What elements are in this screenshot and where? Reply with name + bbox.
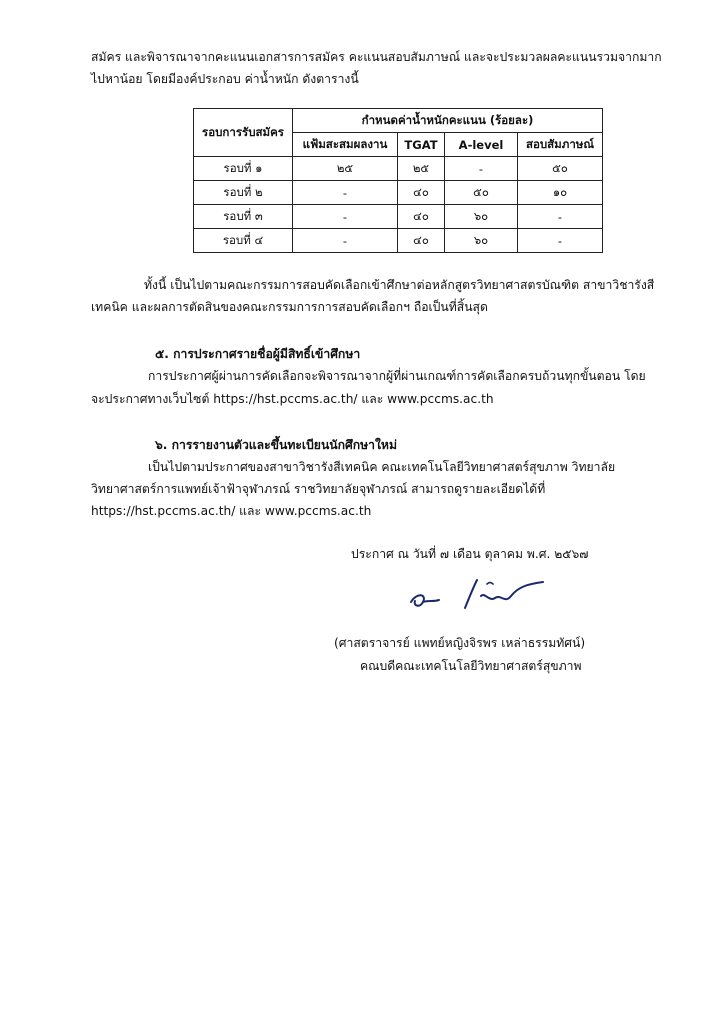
- table-group-header: กำหนดค่าน้ำหนักคะแนน (ร้อยละ): [293, 109, 603, 133]
- section-6-line-1: เป็นไปตามประกาศของสาขาวิชารังสีเทคนิค คณะเทคโนโลยีวิทยาศาสตร์สุขภาพ วิทยาลัย: [148, 460, 616, 474]
- table-row: [194, 205, 603, 229]
- section-5-line-2: จะประกาศทางเว็บไซต์ https://hst.pccms.ac.th/ และ www.pccms.ac.th: [91, 392, 494, 406]
- table-cell: ๕๐: [518, 157, 603, 181]
- table-cell: ๖๐: [445, 205, 518, 229]
- table-cell: ๔๐: [398, 205, 445, 229]
- table-row-header: รอบการรับสมัคร: [194, 109, 293, 157]
- table-column-header: สอบสัมภาษณ์: [518, 133, 603, 157]
- signer-name: (ศาสตราจารย์ แพทย์หญิงจิรพร เหล่าธรรมทัศน์): [334, 636, 586, 650]
- table-cell: ๑๐: [518, 181, 603, 205]
- table-row: [194, 229, 603, 253]
- table-cell: ๔๐: [398, 181, 445, 205]
- table-cell: ๒๕: [293, 157, 398, 181]
- signature-image: [405, 572, 550, 620]
- note-line-1: ทั้งนี้ เป็นไปตามคณะกรรมการสอบคัดเลือกเข้าศึกษาต่อหลักสูตรวิทยาศาสตรบัณฑิต สาขาวิชารังสี: [144, 278, 655, 292]
- weight-table: [193, 108, 603, 253]
- round-cell: รอบที่ ๒: [194, 181, 293, 205]
- announcement-date: ประกาศ ณ วันที่ ๗ เดือน ตุลาคม พ.ศ. ๒๕๖๗: [351, 547, 589, 561]
- table-column-header: แฟ้มสะสมผลงาน: [293, 133, 398, 157]
- table-cell: -: [518, 229, 603, 253]
- table-row: [194, 181, 603, 205]
- table-cell: ๒๕: [398, 157, 445, 181]
- round-cell: รอบที่ ๓: [194, 205, 293, 229]
- round-cell: รอบที่ ๑: [194, 157, 293, 181]
- note-line-2: เทคนิค และผลการตัดสินของคณะกรรมการการสอบคัดเลือกฯ ถือเป็นที่สิ้นสุด: [91, 300, 488, 314]
- table-cell: -: [518, 205, 603, 229]
- section-6-line-3: https://hst.pccms.ac.th/ และ www.pccms.ac.th: [91, 504, 372, 518]
- table-cell: ๔๐: [398, 229, 445, 253]
- table-cell: -: [293, 181, 398, 205]
- table-row: [194, 157, 603, 181]
- table-cell: -: [293, 205, 398, 229]
- section-6-line-2: วิทยาศาสตร์การแพทย์เจ้าฟ้าจุฬาภรณ์ ราชวิทยาลัยจุฬาภรณ์ สามารถดูรายละเอียดได้ที่: [91, 482, 546, 496]
- intro-line-1: สมัคร และพิจารณาจากคะแนนเอกสารการสมัคร คะแนนสอบสัมภาษณ์ และจะประมวลผลคะแนนรวมจากมาก: [91, 50, 662, 64]
- intro-line-2: ไปหาน้อย โดยมีองค์ประกอบ ค่าน้ำหนัก ดังตารางนี้: [91, 72, 359, 86]
- table-cell: ๖๐: [445, 229, 518, 253]
- table-cell: -: [445, 157, 518, 181]
- table-cell: ๕๐: [445, 181, 518, 205]
- table-cell: -: [293, 229, 398, 253]
- section-6-heading: ๖. การรายงานตัวและขึ้นทะเบียนนักศึกษาใหม่: [155, 438, 398, 452]
- section-5-line-1: การประกาศผู้ผ่านการคัดเลือกจะพิจารณาจากผู้ที่ผ่านเกณฑ์การคัดเลือกครบถ้วนทุกขั้นตอน โดย: [148, 369, 646, 383]
- signer-title: คณบดีคณะเทคโนโลยีวิทยาศาสตร์สุขภาพ: [360, 659, 582, 673]
- section-5-heading: ๕. การประกาศรายชื่อผู้มีสิทธิ์เข้าศึกษา: [155, 347, 361, 361]
- table-column-header: TGAT: [398, 133, 445, 157]
- table-column-header: A-level: [445, 133, 518, 157]
- round-cell: รอบที่ ๔: [194, 229, 293, 253]
